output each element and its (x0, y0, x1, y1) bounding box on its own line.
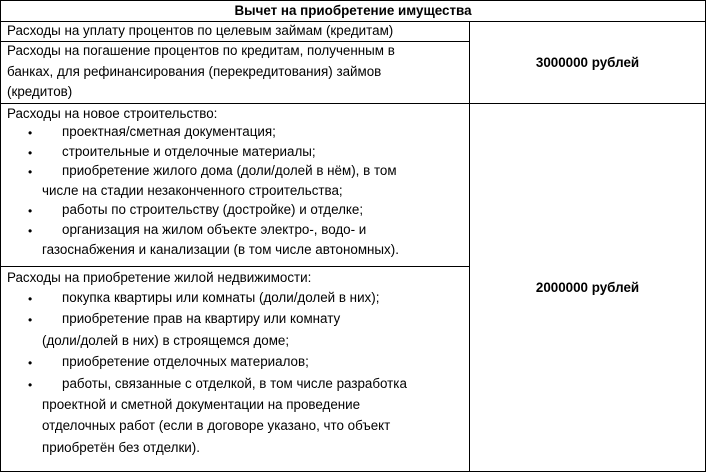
construction-list-bullet-icon: • (28, 165, 33, 180)
construction-list-item-text: проектная/сметная документация; (62, 124, 276, 139)
realty-list-item-text: проектной и сметной документации на проведение (42, 397, 361, 412)
loan-row-2-line-2: банках, для рефинансирования (перекредитования) займов (7, 64, 382, 79)
realty-list-bullet-icon: • (28, 356, 33, 371)
construction-list-item-text: работы по строительству (достройке) и отделке; (62, 202, 364, 218)
realty-amount: 2000000 рублей (535, 280, 640, 295)
construction-list-bullet-icon: • (28, 145, 33, 160)
construction-list-bullet-icon: • (28, 126, 33, 140)
table-title: Вычет на приобретение имущества (234, 3, 472, 18)
loan-row-2-line-1: Расходы на погашение процентов по кредитам, полученным в (7, 43, 395, 58)
loan-row-1-text: Расходы на уплату процентов по целевым займам (кредитам) (7, 23, 394, 38)
realty-list-item-text: приобретение прав на квартиру или комнату (62, 311, 341, 327)
loan-amount: 3000000 рублей (535, 55, 640, 70)
realty-heading: Расходы на приобретение жилой недвижимости: (7, 270, 312, 285)
realty-list-item-text: покупка квартиры или комнаты (доли/долей в них); (62, 290, 380, 305)
construction-list-item-text: строительные и отделочные материалы; (62, 143, 316, 159)
realty-list-item-text: приобретение отделочных материалов; (62, 354, 309, 370)
construction-list-bullet-icon: • (28, 224, 33, 238)
construction-list-bullet-icon: • (28, 204, 33, 219)
construction-list-item-text: газоснабжения и канализации (в том числе автономных). (42, 241, 399, 257)
realty-list-bullet-icon: • (28, 292, 33, 306)
realty-list-item-text: отделочных работ (если в договоре указано, что объект (42, 418, 391, 434)
section-divider (0, 103, 706, 104)
realty-list-bullet-icon: • (28, 377, 33, 392)
realty-list-item-text: приобретён без отделки). (42, 439, 200, 455)
construction-heading: Расходы на новое строительство: (7, 106, 218, 121)
construction-list-item-text: приобретение жилого дома (доли/долей в нём), в том (62, 163, 397, 179)
table-border-left (0, 0, 1, 472)
loan-row-2-line-3: (кредитов) (7, 84, 73, 99)
table-border-top (0, 0, 706, 1)
realty-list-item-text: (доли/долей в них) в строящемся доме; (42, 332, 290, 348)
construction-divider (0, 266, 469, 267)
construction-list-item-text: числе на стадии незаконченного строительства; (42, 182, 343, 198)
realty-list-bullet-icon: • (28, 313, 33, 328)
realty-list-item-text: работы, связанные с отделкой, в том числе разработка (62, 375, 407, 391)
column-divider (469, 21, 470, 472)
construction-list-item-text: организация на жилом объекте электро-, водо- и (62, 222, 367, 237)
